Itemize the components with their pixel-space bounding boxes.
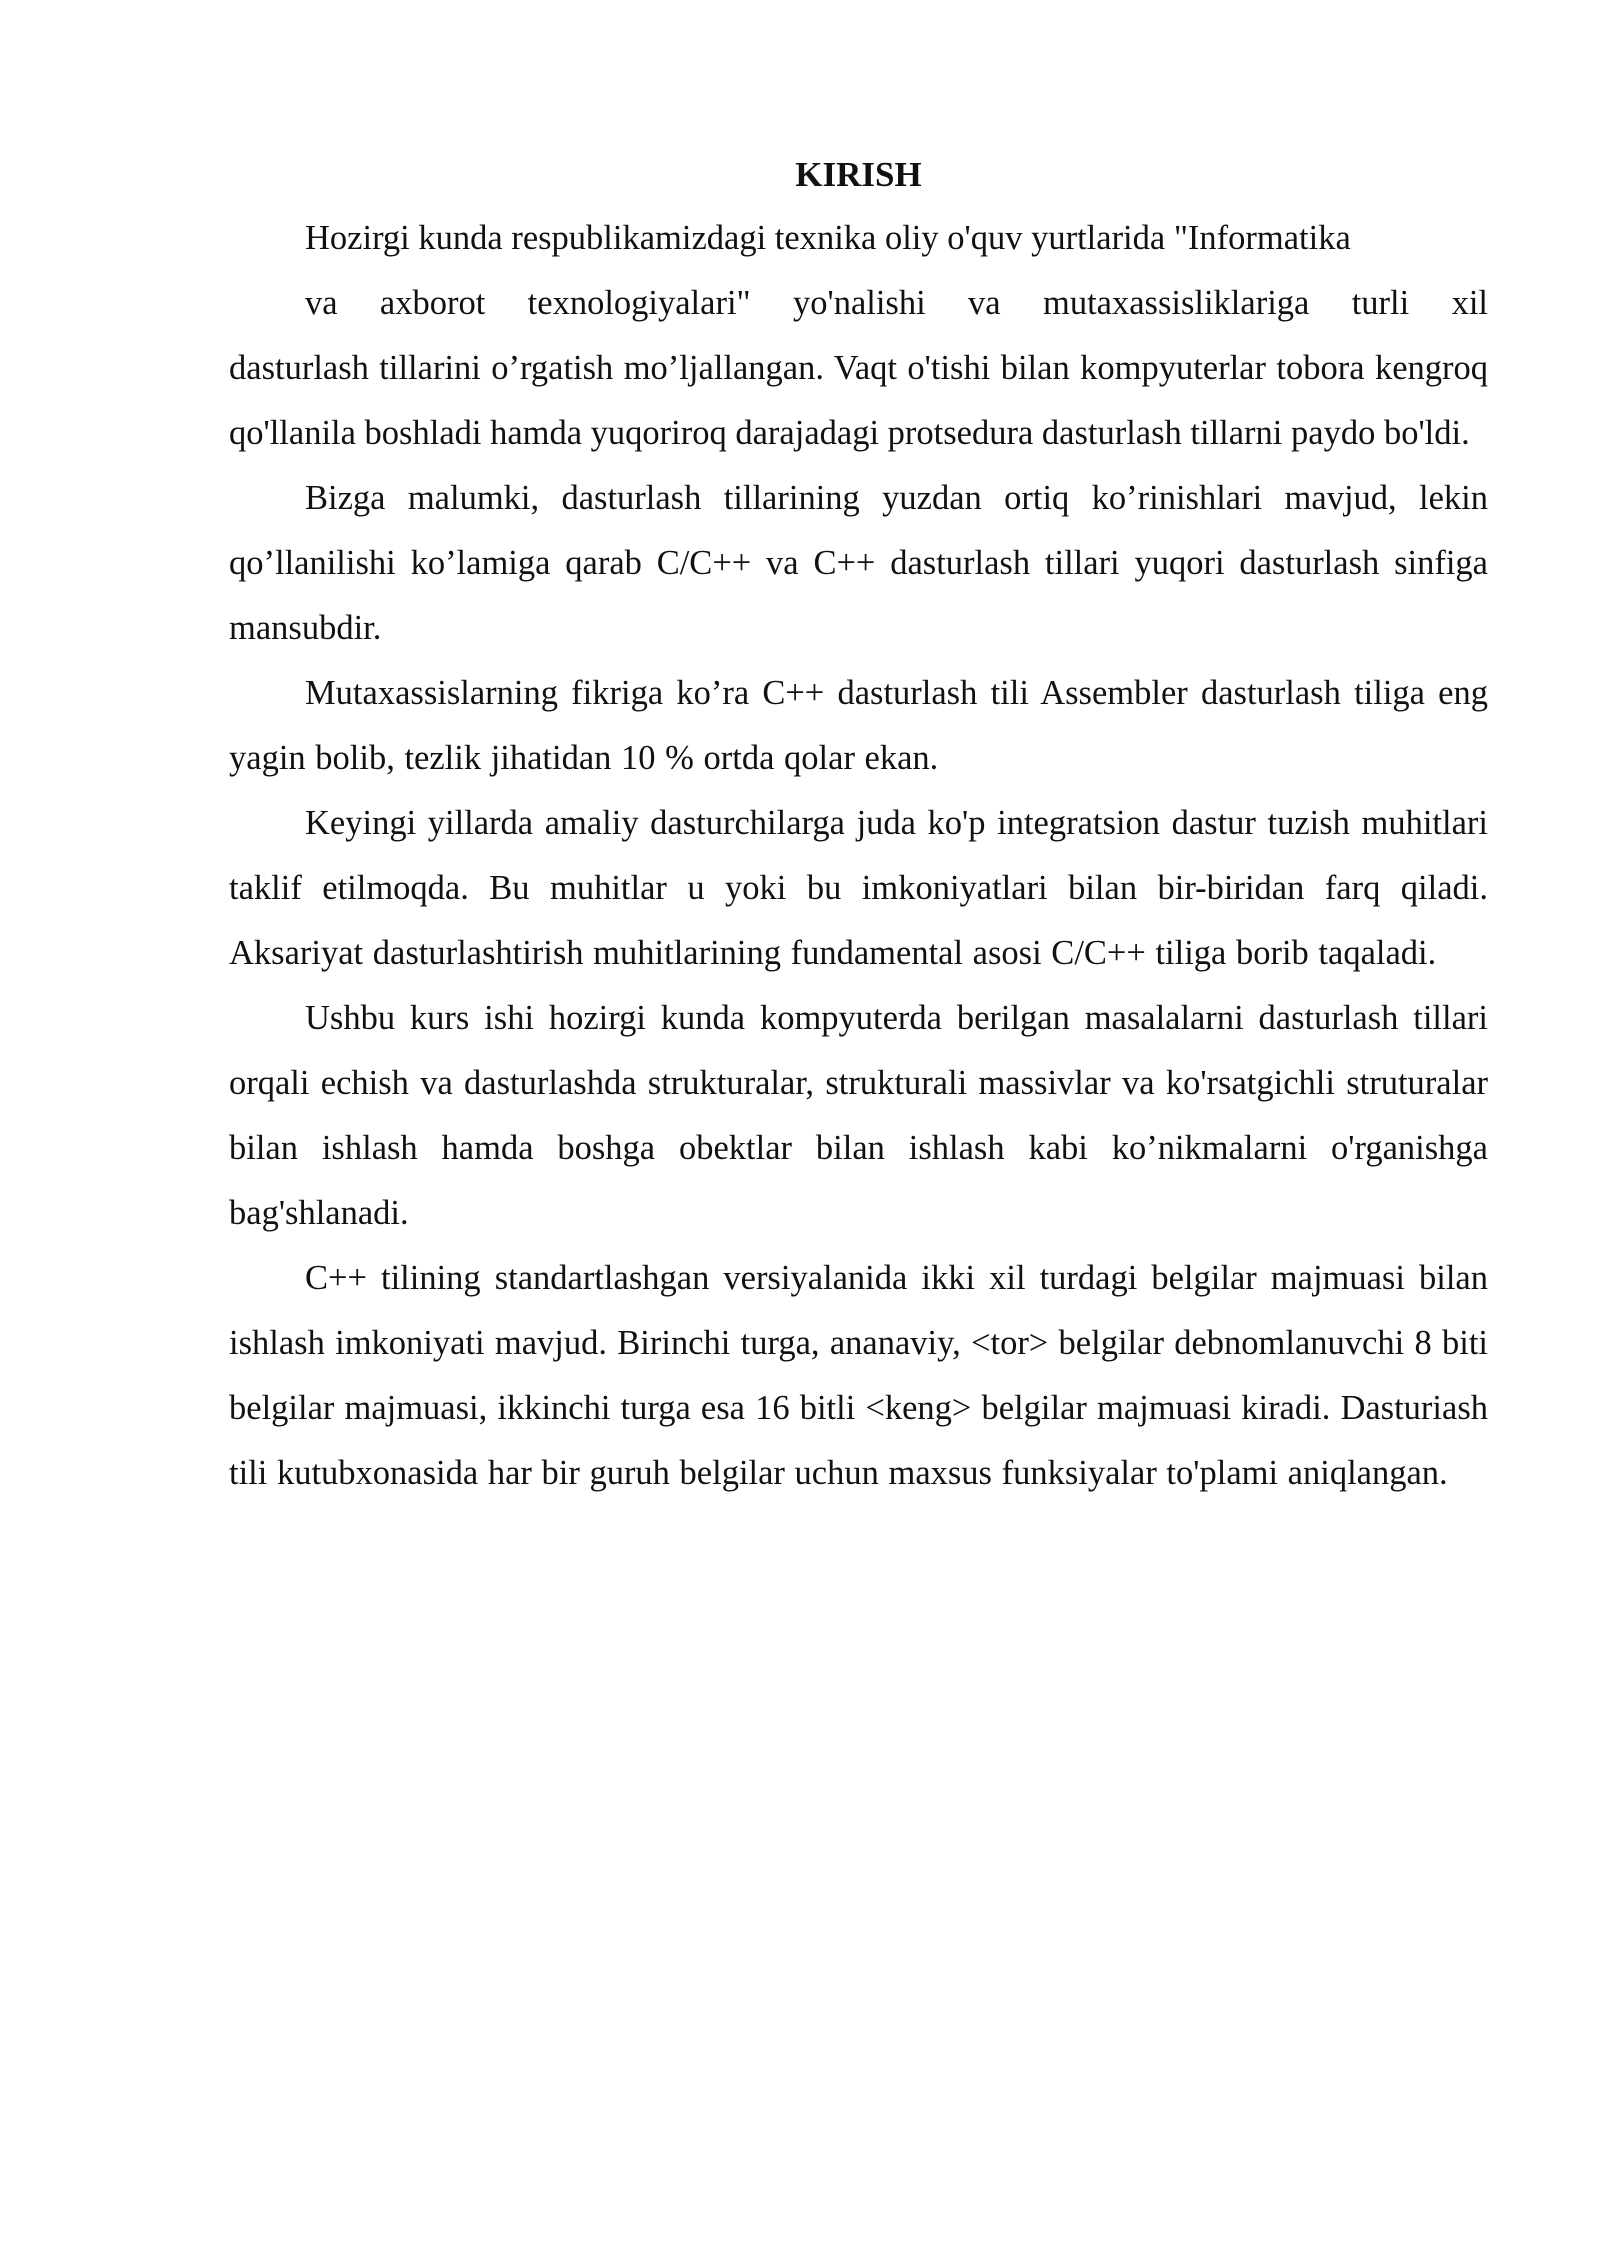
- document-body: [229, 148, 1488, 1506]
- paragraph-4: Ushbu kurs ishi hozirgi kunda kompyuterda berilgan masalalarni dasturlash tillari orqali echish va dasturlashda strukturalar, strukturali massivlar va ko'rsatgichli struturalar bilan ishlash hamda boshga obektlar bilan ishlash kabi ko’nikmalarni o'rganishga bag'shlanadi.: [229, 999, 1488, 1232]
- intro-paragraph-line-2: va axborot texnologiyalari" yo'nalishi va mutaxassisliklariga turli xil: [305, 284, 1488, 322]
- paragraph-3: Keyingi yillarda amaliy dasturchilarga juda ko'p integratsion dastur tuzish muhitlari taklif etilmoqda. Bu muhitlar u yoki bu imkoniyatlari bilan bir-biridan farq qiladi. Aksariyat dasturlashtirish muhitlarining fundamental asosi C/C++ tiliga borib taqaladi.: [229, 804, 1488, 972]
- intro-paragraph-line-1: Hozirgi kunda respublikamizdagi texnika oliy o'quv yurtlarida "Informatika: [305, 219, 1351, 257]
- paragraph-2: Mutaxassislarning fikriga ko’ra C++ dasturlash tili Assembler dasturlash tiliga eng yagin bolib, tezlik jihatidan 10 % ortda qolar ekan.: [229, 674, 1488, 777]
- paragraph-1: Bizga malumki, dasturlash tillarining yuzdan ortiq ko’rinishlari mavjud, lekin qo’llanilishi ko’lamiga qarab C/C++ va C++ dasturlash tillari yuqori dasturlash sinfiga mansubdir.: [229, 479, 1488, 647]
- intro-paragraph-rest: dasturlash tillarini o’rgatish mo’ljallangan. Vaqt o'tishi bilan kompyuterlar tobora kengroq qo'llanila boshladi hamda yuqoriroq darajadagi protsedura dasturlash tillarni paydo bo'ldi.: [229, 349, 1488, 452]
- paragraph-5: C++ tilining standartlashgan versiyalanida ikki xil turdagi belgilar majmuasi bilan ishlash imkoniyati mavjud. Birinchi turga, ananaviy, <tor> belgilar debnomlanuvchi 8 biti belgilar majmuasi, ikkinchi turga esa 16 bitli <keng> belgilar majmuasi kiradi. Dasturiash tili kutubxonasida har bir guruh belgilar uchun maxsus funksiyalar to'plami aniqlangan.: [229, 1259, 1488, 1492]
- section-title: KIRISH: [795, 155, 922, 194]
